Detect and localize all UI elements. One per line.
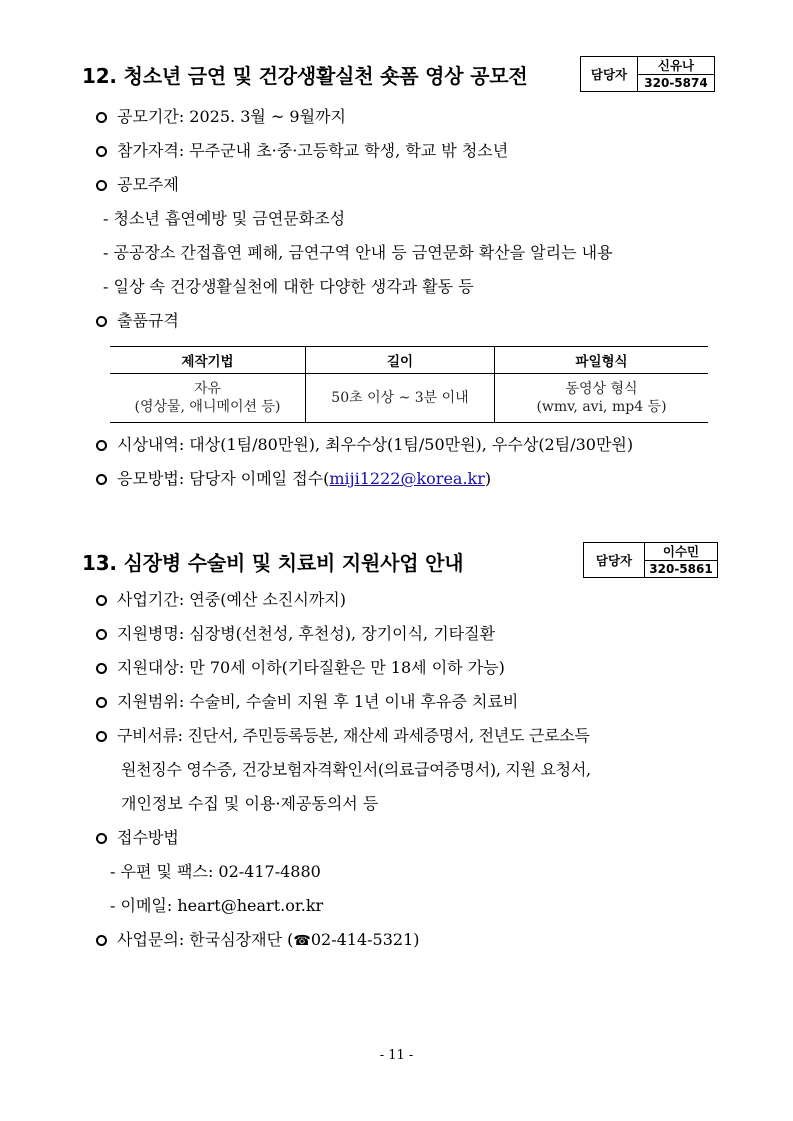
table-cell: 자유 (영상물, 애니메이션 등) — [110, 374, 306, 423]
bullet-icon — [96, 663, 107, 674]
bullet-icon — [96, 146, 107, 157]
awards: 시상내역: 대상(1팀/80만원), 최우수상(1팀/50만원), 우수상(2팀/30만원) — [96, 434, 633, 456]
bullet-icon — [96, 316, 107, 327]
business-period: 사업기간: 연중(예산 소진시까지) — [96, 589, 346, 611]
topic-item: - 공공장소 간접흡연 폐해, 금연구역 안내 등 금연문화 확산을 알리는 내용 — [103, 243, 613, 262]
table-header: 길이 — [306, 347, 495, 374]
telephone-icon: ☎ — [293, 933, 311, 949]
contest-period: 공모기간: 2025. 3월 ~ 9월까지 — [96, 106, 346, 128]
contest-topic-heading: 공모주제 — [96, 174, 179, 196]
section-12-manager-box — [580, 56, 715, 92]
spec-table — [110, 346, 708, 423]
bullet-icon — [96, 440, 107, 451]
table-cell: 동영상 형식 (wmv, avi, mp4 등) — [495, 374, 709, 423]
section-13-manager-box — [583, 542, 718, 578]
bullet-icon — [96, 697, 107, 708]
manager-label: 담당자 — [581, 57, 638, 91]
section-12-title: 12. 청소년 금연 및 건강생활실천 숏폼 영상 공모전 — [82, 64, 528, 88]
section-13-title: 13. 심장병 수술비 및 치료비 지원사업 안내 — [82, 551, 464, 575]
manager-label: 담당자 — [584, 543, 645, 577]
required-documents-cont: 개인정보 수집 및 이용·제공동의서 등 — [121, 794, 379, 813]
bullet-icon — [96, 833, 107, 844]
manager-name: 신유나 — [657, 57, 695, 73]
topic-item: - 청소년 흡연예방 및 금연문화조성 — [103, 209, 346, 228]
support-target: 지원대상: 만 70세 이하(기타질환은 만 18세 이하 가능) — [96, 657, 505, 679]
bullet-icon — [96, 112, 107, 123]
table-header: 제작기법 — [110, 347, 306, 374]
bullet-icon — [96, 474, 107, 485]
manager-phone: 320-5874 — [638, 74, 714, 91]
receipt-item: - 이메일: heart@heart.or.kr — [110, 896, 324, 915]
required-documents-cont: 원천징수 영수증, 건강보험자격확인서(의료급여증명서), 지원 요청서, — [121, 760, 591, 779]
table-header: 파일형식 — [495, 347, 709, 374]
receipt-heading: 접수방법 — [96, 827, 179, 849]
page-number: - 11 - — [379, 1048, 414, 1063]
bullet-icon — [96, 595, 107, 606]
bullet-icon — [96, 629, 107, 640]
application-email-link[interactable]: miji1222@korea.kr — [329, 469, 485, 488]
support-scope: 지원범위: 수술비, 수술비 지원 후 1년 이내 후유증 치료비 — [96, 691, 518, 713]
required-documents: 구비서류: 진단서, 주민등록등본, 재산세 과세증명서, 전년도 근로소득 — [96, 725, 590, 747]
bullet-icon — [96, 935, 107, 946]
contest-eligibility: 참가자격: 무주군내 초·중·고등학교 학생, 학교 밖 청소년 — [96, 140, 508, 162]
application-method: 응모방법: 담당자 이메일 접수(miji1222@korea.kr) — [96, 468, 491, 490]
manager-phone: 320-5861 — [645, 560, 717, 577]
manager-name: 이수민 — [662, 543, 700, 559]
table-cell: 50초 이상 ~ 3분 이내 — [306, 374, 495, 423]
spec-heading: 출품규격 — [96, 310, 179, 332]
topic-item: - 일상 속 건강생활실천에 대한 다양한 생각과 활동 등 — [103, 277, 474, 296]
receipt-item: - 우편 및 팩스: 02-417-4880 — [110, 862, 321, 881]
bullet-icon — [96, 180, 107, 191]
support-diseases: 지원병명: 심장병(선천성, 후천성), 장기이식, 기타질환 — [96, 623, 495, 645]
bullet-icon — [96, 731, 107, 742]
business-inquiry: 사업문의: 한국심장재단 (☎02-414-5321) — [96, 929, 420, 952]
